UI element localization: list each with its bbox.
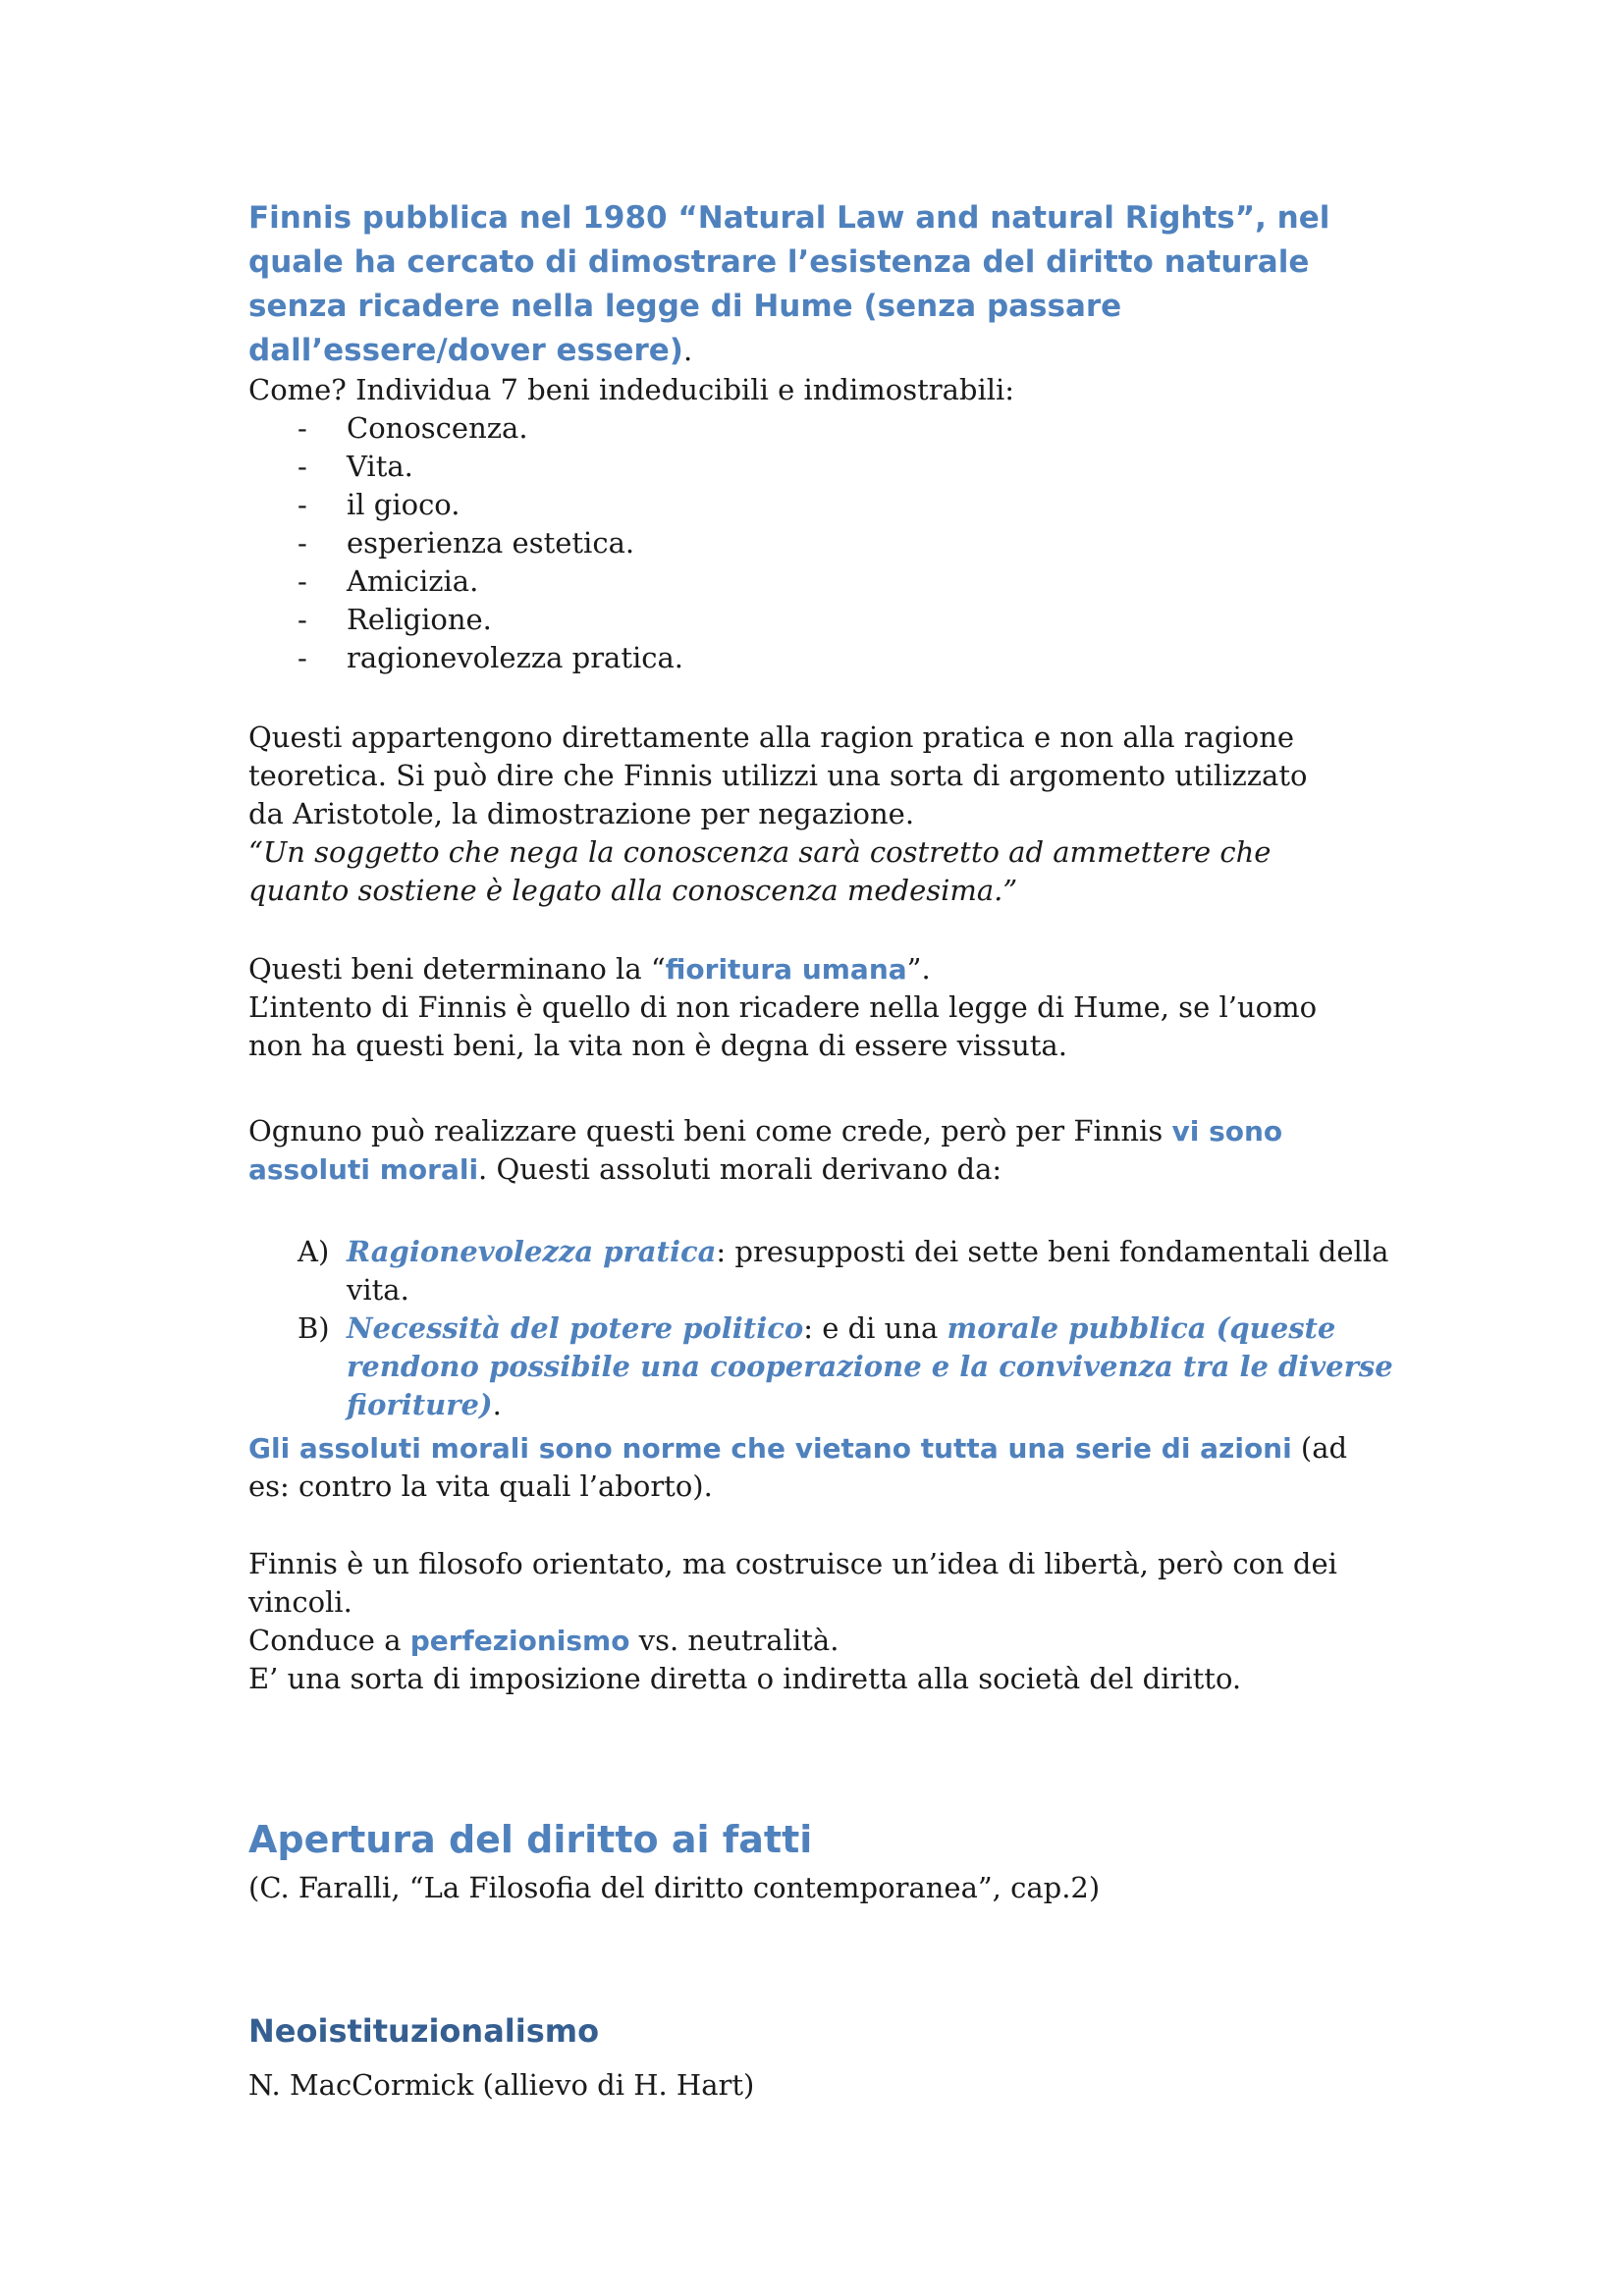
practical-reason-paragraph	[248, 719, 1348, 910]
list-item: - Vita.	[248, 448, 1014, 486]
closing-term: perfezionismo	[409, 1625, 630, 1657]
closing-line-1: Finnis è un filosofo orientato, ma costruisce un’idea di libertà, però con dei vincoli.	[248, 1547, 1337, 1619]
list-item: - Amicizia.	[248, 562, 1014, 601]
source-rest: : presupposti dei sette beni fondamentali della vita.	[347, 1235, 1389, 1307]
list-item: - ragionevolezza pratica.	[248, 639, 1014, 677]
source-term: Necessità del potere politico	[347, 1311, 804, 1345]
closing-pre: Conduce a	[248, 1624, 410, 1657]
flourishing-post: ”.	[906, 952, 931, 986]
intro-period: .	[682, 334, 693, 367]
norms-term: Gli assoluti morali sono norme che vietano tutta una serie di azioni	[248, 1432, 1292, 1465]
practical-quote	[248, 833, 1348, 910]
list-item-b	[248, 1309, 1427, 1424]
flourishing-term: fioritura umana	[665, 953, 907, 986]
flourishing-text: L’intento di Finnis è quello di non ricadere nella legge di Hume, se l’uomo non ha questi beni, la vita non è degna di essere vissuta.	[248, 990, 1318, 1062]
source-rest: .	[492, 1388, 502, 1421]
absolutes-post: . Questi assoluti morali derivano da:	[478, 1152, 1002, 1186]
list-item: - Conoscenza.	[248, 409, 1014, 448]
goods-lead: Come? Individua 7 beni indeducibili e indimostrabili:	[248, 373, 1015, 406]
subsection-author: N. MacCormick (allievo di H. Hart)	[248, 2068, 755, 2102]
absolutes-pre: Ognuno può realizzare questi beni come crede, però per Finnis	[248, 1114, 1172, 1148]
norms-paragraph	[248, 1429, 1368, 1506]
list-item: - Religione.	[248, 601, 1014, 639]
list-item-a	[248, 1233, 1427, 1309]
norms-rest: (ad es: contro la vita quali l’aborto).	[248, 1431, 1348, 1503]
source-term: Ragionevolezza pratica	[347, 1235, 717, 1268]
intro-paragraph	[248, 196, 1378, 373]
flourishing-line	[248, 950, 1378, 988]
closing-line-2	[248, 1622, 1338, 1660]
absolutes-term: vi sono assoluti morali	[248, 1115, 1283, 1186]
section-reference: (C. Faralli, “La Filosofia del diritto contemporanea”, cap.2)	[248, 1871, 1101, 1904]
quote-text: “Un soggetto che nega la conoscenza sarà costretto ad ammettere che quanto sostiene è legato alla conoscenza medesima.”	[248, 835, 1272, 907]
section-heading: Apertura del diritto ai fatti	[248, 1818, 813, 1861]
closing-line-3: E’ una sorta di imposizione diretta o indiretta alla società del diritto.	[248, 1662, 1242, 1695]
source-term-2: morale pubblica (queste rendono possibile una cooperazione e la convivenza tra le diverse fioriture)	[347, 1311, 1393, 1421]
flourishing-paragraph	[248, 950, 1378, 1065]
source-mid: : e di una	[803, 1311, 947, 1345]
closing-paragraph	[248, 1545, 1338, 1698]
absolutes-sources-list	[248, 1233, 1427, 1424]
subsection-heading: Neoistituzionalismo	[248, 2012, 600, 2050]
goods-section	[248, 371, 1014, 677]
goods-list	[248, 409, 1014, 677]
list-marker: A)	[298, 1235, 330, 1268]
absolutes-paragraph	[248, 1112, 1378, 1189]
list-item: - il gioco.	[248, 486, 1014, 524]
flourishing-pre: Questi beni determinano la “	[248, 952, 666, 986]
intro-highlight: Finnis pubblica nel 1980 “Natural Law and natural Rights”, nel quale ha cercato di dimostrare l’esistenza del diritto naturale senza ricadere nella legge di Hume (senza passare dall’essere/dover essere)	[248, 200, 1330, 368]
list-item: - esperienza estetica.	[248, 524, 1014, 562]
list-marker: B)	[298, 1311, 330, 1345]
practical-text: Questi appartengono direttamente alla ragion pratica e non alla ragione teoretica. Si può dire che Finnis utilizzi una sorta di argomento utilizzato da Aristotole, la dimostrazione per negazione.	[248, 721, 1308, 830]
closing-post: vs. neutralità.	[629, 1624, 839, 1657]
